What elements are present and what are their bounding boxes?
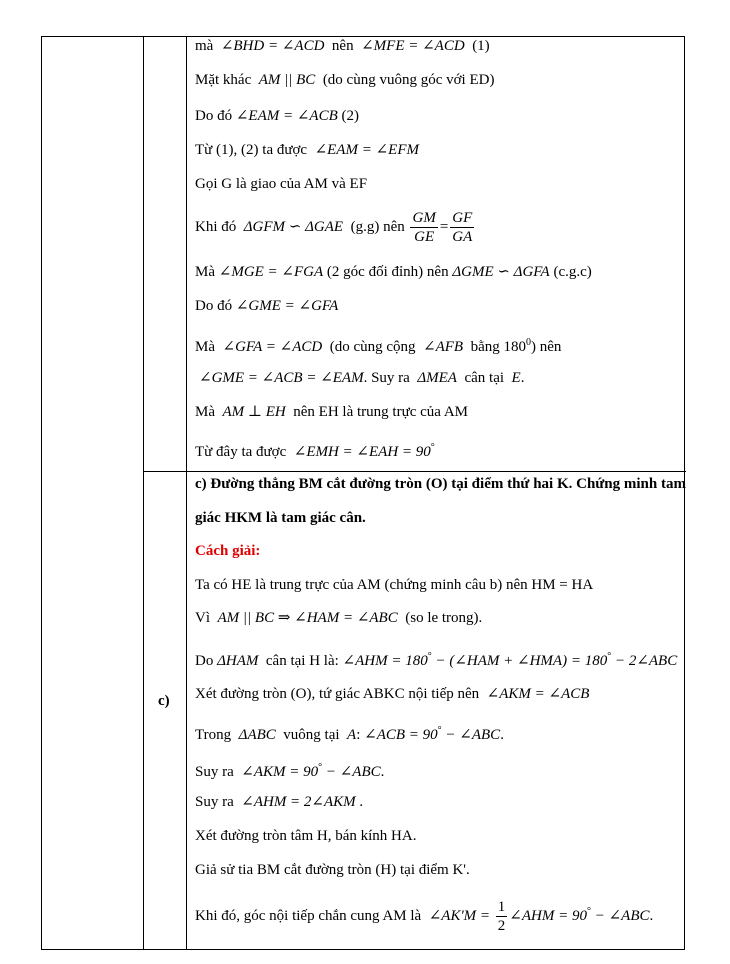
line-b10: ∠GME = ∠ACB = ∠EAM. Suy ra ΔMEA cân tại E. <box>199 370 525 386</box>
line-b5: Gọi G là giao của AM và EF <box>195 176 368 192</box>
line-c9: Giả sử tia BM cắt đường tròn (H) tại điểm K'. <box>195 862 470 878</box>
line-b6: Khi đó ΔGFM ∽ ΔGAE (g.g) nên $\frac{GM}{GE}$ = $\frac{GF}{GA}$ <box>195 210 473 246</box>
line-c8: Xét đường tròn tâm H, bán kính HA. <box>195 828 417 844</box>
line-b12: Từ đây ta được ∠EMH = ∠EAH = 90° <box>195 442 435 460</box>
line-b2: Mặt khác AM || BC (do cùng vuông góc với ED) <box>195 72 495 88</box>
part-c-title-line1: c) Đường thẳng BM cắt đường tròn (O) tại điểm thứ hai K. Chứng minh tam <box>195 476 686 492</box>
line-c4: Xét đường tròn (O), tứ giác ABKC nội tiếp nên ∠AKM = ∠ACB <box>195 686 590 702</box>
method-heading: Cách giải: <box>195 543 261 559</box>
line-b9: Mà ∠GFA = ∠ACD (do cùng cộng ∠AFB bằng $180^0$) nên <box>195 337 562 355</box>
row-divider <box>143 471 686 472</box>
column-divider-1 <box>143 36 144 950</box>
line-c1: Ta có HE là trung trực của AM (chứng minh câu b) nên HM = HA <box>195 577 594 593</box>
line-b1: mà ∠BHD = ∠ACD nên ∠MFE = ∠ACD (1) <box>195 38 490 54</box>
column-divider-2 <box>186 36 187 950</box>
line-c5: Trong ΔABC vuông tại A: ∠ACB = 90° − ∠ABC. <box>195 725 504 743</box>
line-b4: Từ (1), (2) ta được ∠EAM = ∠EFM <box>195 142 419 158</box>
fraction-gm-ge: $\frac{GM}{GE}$ <box>412 210 436 246</box>
part-c-title-line2: giác HKM là tam giác cân. <box>195 510 366 526</box>
line-c10: Khi đó, góc nội tiếp chắn cung AM là ∠AK'M = $\frac{1}{2}$ ∠AHM = 90° − ∠ABC. <box>195 899 654 935</box>
line-b8: Do đó ∠GME = ∠GFA <box>195 298 339 314</box>
line-b11: Mà AM ⊥ EH nên EH là trung trực của AM <box>195 404 469 420</box>
line-c6: Suy ra ∠AKM = 90° − ∠ABC. <box>195 762 385 780</box>
line-b3: Do đó ∠EAM = ∠ACB (2) <box>195 108 360 124</box>
line-c7: Suy ra ∠AHM = 2∠AKM . <box>195 794 364 810</box>
fraction-one-half: $\frac{1}{2}$ <box>497 899 506 935</box>
fraction-gf-ga: $\frac{GF}{GA}$ <box>452 210 473 246</box>
line-c2: Vì AM || BC ⇒ ∠HAM = ∠ABC (so le trong). <box>195 610 483 626</box>
line-b7: Mà ∠MGE = ∠FGA (2 góc đối đỉnh) nên ΔGME ∽ ΔGFA (c.g.c) <box>195 264 592 280</box>
line-c3: Do ΔHAM cân tại H là: ∠AHM = 180° − (∠HAM + ∠HMA) = 180° − 2∠ABC <box>195 651 678 669</box>
part-c-label: c) <box>158 693 170 709</box>
